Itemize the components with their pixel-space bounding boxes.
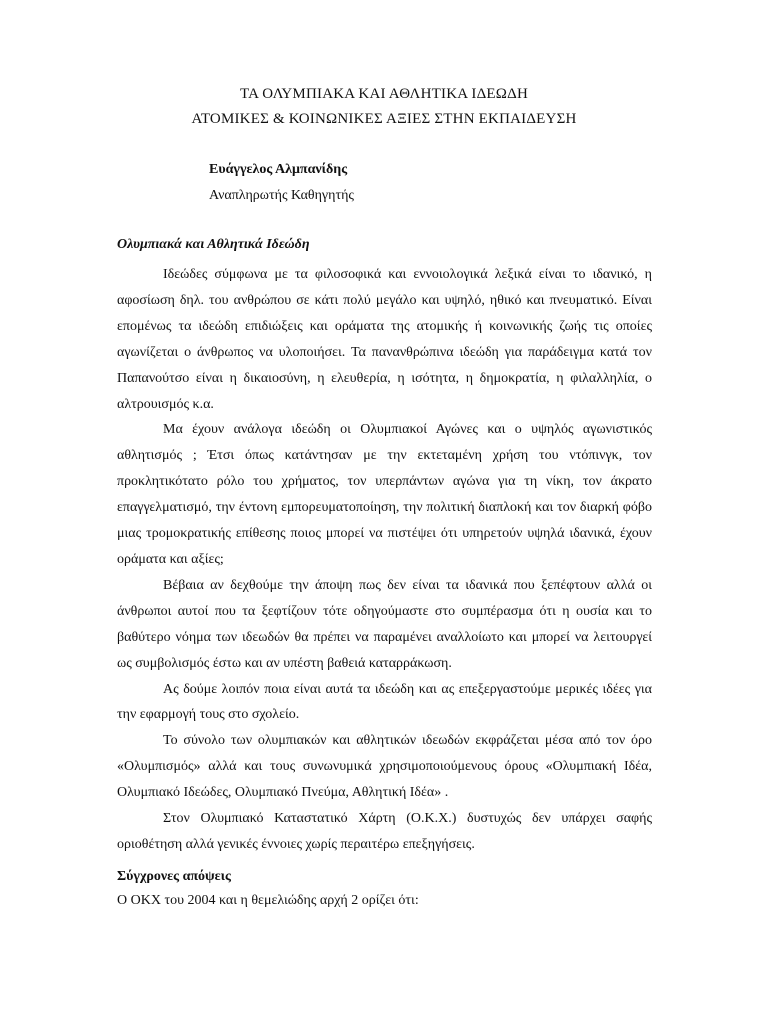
section-heading-ideals: Ολυμπιακά και Αθλητικά Ιδεώδη: [117, 237, 310, 252]
document-title-line-2: ΑΤΟΜΙΚΕΣ & ΚΟΙΝΩΝΙΚΕΣ ΑΞΙΕΣ ΣΤΗΝ ΕΚΠΑΙΔΕΥΣΗ: [191, 111, 577, 127]
paragraph: Στον Ολυμπιακό Καταστατικό Χάρτη (Ο.Κ.Χ.) δυστυχώς δεν υπάρχει σαφής οριοθέτηση αλλά γενικές έννοιες χωρίς περαιτέρω επεξηγήσεις.: [117, 811, 652, 852]
paragraph: Μα έχουν ανάλογα ιδεώδη οι Ολυμπιακοί Αγώνες και ο υψηλός αγωνιστικός αθλητισμός ; Έτσι όπως κατάντησαν με την εκτεταμένη χρήση του ντόπινγκ, τον προκλητικότατο ρόλο του χρήματος, τον υπερπάντων αγώνα για τη νίκη, τον άκρατο επαγγελματισμό, την έντονη εμπορευματοποίηση, την πολιτική διαπλοκή και τον διαρκή φόβο μιας τρομοκρατικής επίθεσης ποιος μπορεί να πιστέψει ότι υπηρετούν υψηλά ιδανικά, έχουν οράματα και αξίες;: [117, 422, 652, 567]
document-title-line-1: ΤΑ ΟΛΥΜΠΙΑΚΑ ΚΑΙ ΑΘΛΗΤΙΚΑ ΙΔΕΩΔΗ: [239, 86, 529, 102]
paragraph: Βέβαια αν δεχθούμε την άποψη πως δεν είναι τα ιδανικά που ξεπέφτουν αλλά οι άνθρωποι αυτοί που τα ξεφτίζουν τότε οδηγούμαστε στο συμπέρασμα ότι η ουσία και το βαθύτερο νόημα των ιδεωδών θα πρέπει να παραμένει αναλλοίωτο και μπορεί να λειτουργεί ως συμβολισμός έστω και αν υπέστη βαθειά καταρράκωση.: [117, 577, 652, 671]
section-body-ideals: [117, 262, 652, 858]
paragraph-first-line: Ο ΟΚΧ του 2004 και η θεμελιώδης αρχή 2 ορίζει ότι:: [117, 893, 419, 908]
author-name: Ευάγγελος Αλμπανίδης: [209, 162, 348, 177]
section-heading-modern-views: Σύγχρονες απόψεις: [117, 869, 231, 884]
paragraph: Ας δούμε λοιπόν ποια είναι αυτά τα ιδεώδη και ας επεξεργαστούμε μερικές ιδέες για την εφαρμογή τους στο σχολείο.: [117, 681, 652, 723]
author-role: Αναπληρωτής Καθηγητής: [209, 188, 354, 203]
paragraph: Το σύνολο των ολυμπιακών και αθλητικών ιδεωδών εκφράζεται μέσα από τον όρο «Ολυμπισμός» αλλά και τους συνωνυμικά χρησιμοποιούμενους όρους «Ολυμπιακή Ιδέα, Ολυμπιακό Ιδεώδες, Ολυμπιακό Πνεύμα, Αθλητική Ιδέα» .: [117, 733, 652, 801]
paragraph: Ιδεώδες σύμφωνα με τα φιλοσοφικά και εννοιολογικά λεξικά είναι το ιδανικό, η αφοσίωση δηλ. του ανθρώπου σε κάτι πολύ μεγάλο και υψηλό, ηθικό και πνευματικό. Είναι επομένως τα ιδεώδη επιδιώξεις και οράματα της ατομικής ή κοινωνικής ζωής τις οποίες αγωνίζεται ο άνθρωπος να υλοποιήσει. Τα πανανθρώπινα ιδεώδη για παράδειγμα κατά τον Παπανούτσο είναι η δικαιοσύνη, η ελευθερία, η ισότητα, η δημοκρατία, η φιλαλληλία, ο αλτρουισμός κ.α.: [117, 267, 652, 412]
